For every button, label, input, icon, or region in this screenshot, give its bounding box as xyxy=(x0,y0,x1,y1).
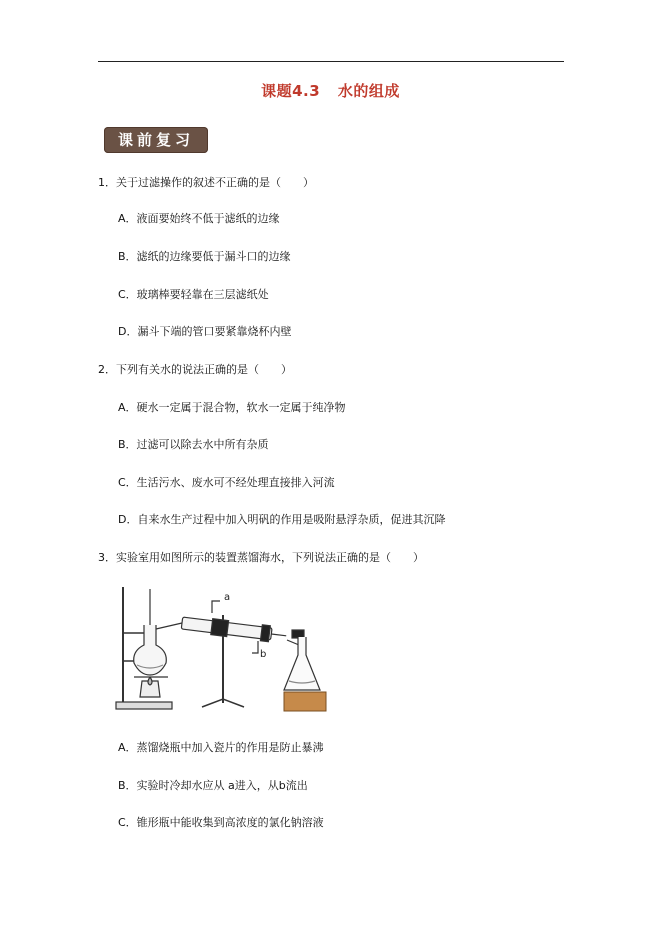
question-2-stem: 2．下列有关水的说法正确的是（ ） xyxy=(98,363,292,376)
question-2-option-a: A．硬水一定属于混合物，软水一定属于纯净物 xyxy=(118,401,346,414)
wooden-block xyxy=(284,692,326,711)
lesson-number: 课题4.3 xyxy=(261,82,321,100)
left-stand-base xyxy=(116,702,172,709)
lesson-title: 水的组成 xyxy=(337,82,400,100)
question-3-option-a: A．蒸馏烧瓶中加入瓷片的作用是防止暴沸 xyxy=(118,741,324,754)
question-2-option-d: D．自来水生产过程中加入明矾的作用是吸附悬浮杂质，促进其沉降 xyxy=(118,513,446,526)
question-3-option-b: B．实验时冷却水应从 a进入，从b流出 xyxy=(118,779,308,792)
header-rule xyxy=(98,61,564,62)
figure-label-a: a xyxy=(224,592,231,603)
figure-label-b: b xyxy=(260,649,267,660)
question-3-option-c: C．锥形瓶中能收集到高浓度的氯化钠溶液 xyxy=(118,816,324,829)
question-1-option-a: A．液面要始终不低于滤纸的边缘 xyxy=(118,212,280,225)
page-title xyxy=(0,80,661,101)
question-1-stem: 1．关于过滤操作的叙述不正确的是（ ） xyxy=(98,176,314,189)
question-2-option-c: C．生活污水、废水可不经处理直接排入河流 xyxy=(118,476,335,489)
distillation-apparatus-figure xyxy=(112,585,342,715)
question-3-stem: 3．实验室用如图所示的装置蒸馏海水，下列说法正确的是（ ） xyxy=(98,551,424,564)
question-2-option-b: B．过滤可以除去水中所有杂质 xyxy=(118,438,269,451)
section-badge: 课前复习 xyxy=(104,127,208,153)
question-1-option-b: B．滤纸的边缘要低于漏斗口的边缘 xyxy=(118,250,291,263)
conical-flask xyxy=(284,637,320,690)
question-1-option-c: C．玻璃棒要轻靠在三层滤纸处 xyxy=(118,288,269,301)
water-inlet-b xyxy=(252,641,258,653)
question-1-option-d: D．漏斗下端的管口要紧靠烧杯内壁 xyxy=(118,325,292,338)
water-outlet-a xyxy=(212,601,220,613)
